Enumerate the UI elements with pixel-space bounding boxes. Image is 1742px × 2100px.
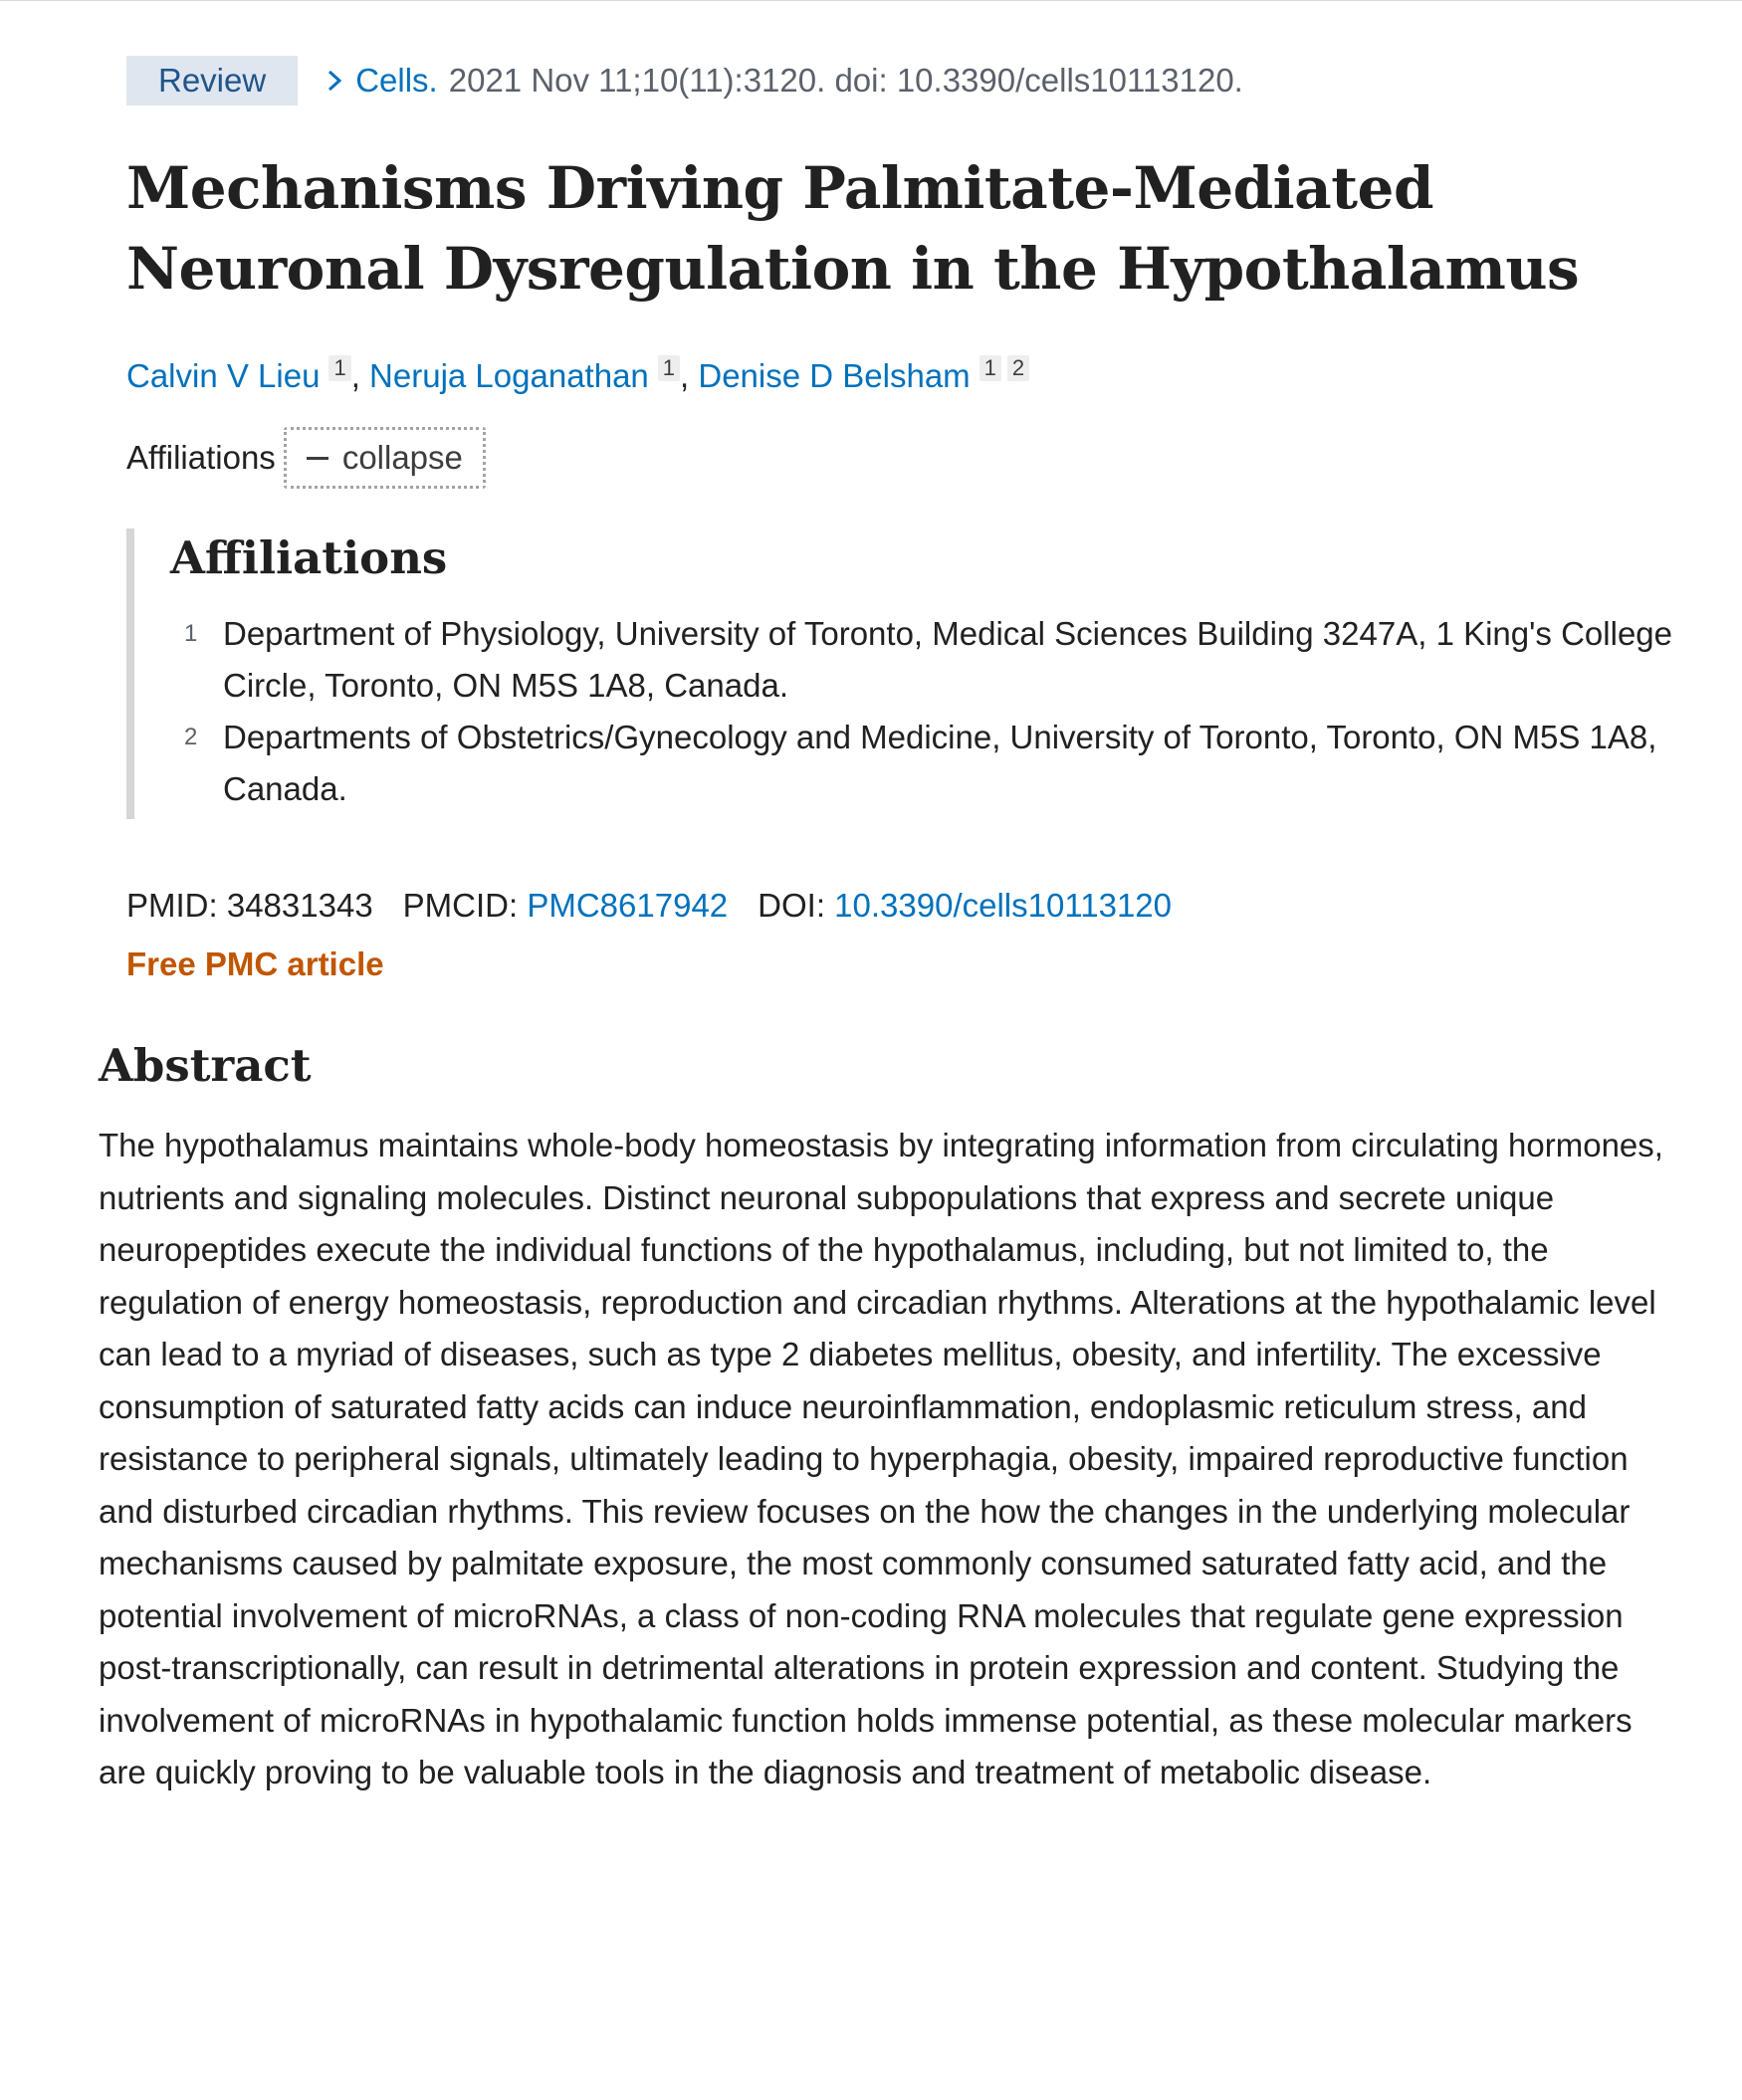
affiliations-toggle-row — [126, 427, 1679, 489]
identifiers-row — [126, 883, 1679, 929]
affiliation-item — [170, 608, 1673, 712]
pmcid-label: PMCID: — [402, 887, 519, 924]
author-link[interactable]: Calvin V Lieu — [126, 357, 321, 394]
abstract-heading: Abstract — [99, 1039, 312, 1092]
affiliation-ref[interactable]: 1 — [658, 355, 680, 381]
pmid-label: PMID: — [126, 887, 218, 924]
article-title: Mechanisms Driving Palmitate-Mediated Neuronal Dysregulation in the Hypothalamus — [126, 154, 1580, 303]
affiliation-ref[interactable]: 1 — [328, 355, 350, 381]
doi-label: DOI: — [758, 887, 825, 924]
affiliation-ref[interactable]: 1 — [980, 355, 1001, 381]
collapse-label: collapse — [341, 439, 463, 476]
abstract-section — [99, 1038, 1681, 1799]
doi-link[interactable]: 10.3390/cells10113120 — [834, 887, 1173, 924]
citation-details: 2021 Nov 11;10(11):3120. doi: 10.3390/cells10113120. — [448, 62, 1243, 99]
abstract-text: The hypothalamus maintains whole-body homeostasis by integrating information from circulating hormones, nutrients and signaling molecules. Distinct neuronal subpopulations that express and secrete unique neuropeptides execute the individual functions of the hypothalamus, including, but not limited to, the regulation of energy homeostasis, reproduction and circadian rhythms. Alterations at the hypothalamic level can lead to a myriad of diseases, such as type 2 diabetes mellitus, obesity, and infertility. The excessive consumption of saturated fatty acids can induce neuroinflammation, endoplasmic reticulum stress, and resistance to peripheral signals, ultimately leading to hyperphagia, obesity, impaired reproductive function and disturbed circadian rhythms. This review focuses on the how the changes in the underlying molecular mechanisms caused by palmitate exposure, the most commonly consumed saturated fatty acid, and the potential involvement of microRNAs, a class of non-coding RNA molecules that regulate gene expression post-transcriptionally, can result in detrimental alterations in protein expression and content. Studying the involvement of microRNAs in hypothalamic function holds immense potential, as these molecular markers are quickly proving to be valuable tools in the diagnosis and treatment of metabolic disease. — [99, 1127, 1663, 1790]
pmcid-link[interactable]: PMC8617942 — [527, 887, 729, 924]
minus-icon — [307, 457, 328, 460]
collapse-affiliations-button[interactable] — [284, 427, 486, 489]
affiliation-text: Departments of Obstetrics/Gynecology and Medicine, University of Toronto, Toronto, ON M5S 1A8, Canada. — [223, 719, 1657, 807]
affiliations-heading: Affiliations — [170, 531, 448, 584]
citation-line — [126, 55, 1679, 106]
affiliation-ref[interactable]: 2 — [1007, 355, 1029, 381]
top-divider — [0, 0, 1742, 1]
author-link[interactable]: Denise D Belsham — [698, 357, 971, 394]
article-header — [126, 55, 1679, 986]
authors-list — [126, 353, 1679, 399]
free-pmc-article-label: Free PMC article — [126, 945, 384, 982]
affiliation-text: Department of Physiology, University of Toronto, Medical Sciences Building 3247A, 1 King's College Circle, Toronto, ON M5S 1A8, Canada. — [223, 615, 1673, 704]
journal-link[interactable]: Cells. — [355, 62, 438, 99]
affiliation-number: 1 — [184, 620, 198, 647]
author-separator: , — [350, 357, 370, 394]
affiliation-number: 2 — [184, 724, 198, 750]
affiliations-label: Affiliations — [126, 439, 276, 476]
affiliations-panel — [126, 528, 1673, 819]
chevron-right-icon — [320, 66, 349, 96]
affiliation-item — [170, 712, 1673, 815]
article-type-badge: Review — [126, 56, 298, 105]
pmid-value: 34831343 — [226, 887, 373, 924]
author-link[interactable]: Neruja Loganathan — [369, 357, 649, 394]
author-separator: , — [680, 357, 699, 394]
